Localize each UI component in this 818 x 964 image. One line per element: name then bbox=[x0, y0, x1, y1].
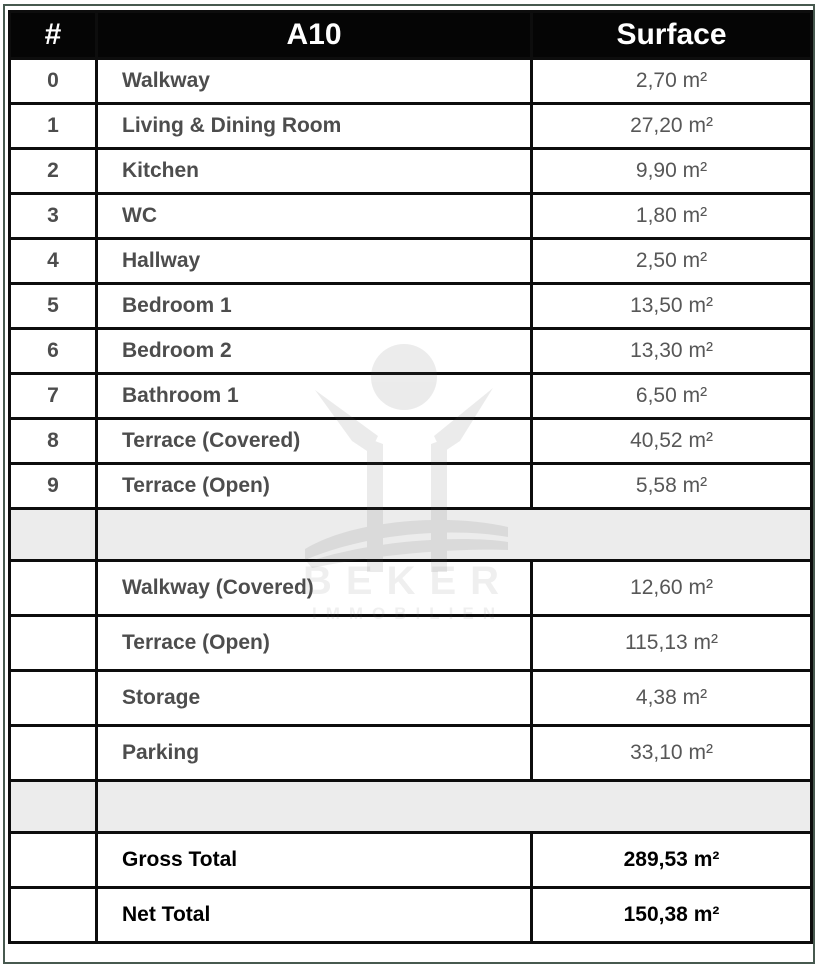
surface-value-cell: 5,58 m² bbox=[532, 464, 812, 509]
header-col-surface: Surface bbox=[532, 12, 812, 59]
room-name-cell: Terrace (Open) bbox=[97, 464, 532, 509]
surface-value-cell: 2,50 m² bbox=[532, 239, 812, 284]
row-number-cell bbox=[10, 671, 97, 726]
row-number-cell: 4 bbox=[10, 239, 97, 284]
watermark-subtitle-text: IMMOBILIEN bbox=[312, 604, 504, 623]
room-name-cell: Bathroom 1 bbox=[97, 374, 532, 419]
row-number-cell: 8 bbox=[10, 419, 97, 464]
surface-value-cell: 2,70 m² bbox=[532, 59, 812, 104]
row-number-cell bbox=[10, 509, 97, 561]
room-name-cell: Storage bbox=[97, 671, 532, 726]
surface-table bbox=[8, 10, 813, 944]
table-header-row bbox=[10, 12, 812, 59]
surface-value-cell: 6,50 m² bbox=[532, 374, 812, 419]
room-name-cell: Bedroom 2 bbox=[97, 329, 532, 374]
total-row bbox=[10, 888, 812, 943]
total-row bbox=[10, 833, 812, 888]
surface-value-cell: 1,80 m² bbox=[532, 194, 812, 239]
table-row bbox=[10, 104, 812, 149]
row-number-cell: 3 bbox=[10, 194, 97, 239]
room-name-cell: Net Total bbox=[97, 888, 532, 943]
table-row bbox=[10, 284, 812, 329]
room-name-cell: Terrace (Covered) bbox=[97, 419, 532, 464]
row-number-cell: 1 bbox=[10, 104, 97, 149]
room-name-cell: Parking bbox=[97, 726, 532, 781]
room-name-cell: WC bbox=[97, 194, 532, 239]
row-number-cell bbox=[10, 781, 97, 833]
table-row bbox=[10, 419, 812, 464]
surface-value-cell: 289,53 m² bbox=[532, 833, 812, 888]
surface-value-cell: 4,38 m² bbox=[532, 671, 812, 726]
row-number-cell: 0 bbox=[10, 59, 97, 104]
row-number-cell: 9 bbox=[10, 464, 97, 509]
room-name-cell: Living & Dining Room bbox=[97, 104, 532, 149]
surface-value-cell: 13,50 m² bbox=[532, 284, 812, 329]
room-name-cell: Walkway (Covered) bbox=[97, 561, 532, 616]
surface-value-cell: 40,52 m² bbox=[532, 419, 812, 464]
room-name-cell: Kitchen bbox=[97, 149, 532, 194]
separator-cell bbox=[97, 781, 812, 833]
table-row bbox=[10, 561, 812, 616]
room-name-cell: Hallway bbox=[97, 239, 532, 284]
surface-value-cell: 33,10 m² bbox=[532, 726, 812, 781]
row-number-cell: 2 bbox=[10, 149, 97, 194]
room-name-cell: Walkway bbox=[97, 59, 532, 104]
header-col-unit: A10 bbox=[97, 12, 532, 59]
row-number-cell bbox=[10, 561, 97, 616]
table-row bbox=[10, 329, 812, 374]
table-row bbox=[10, 616, 812, 671]
separator-cell bbox=[97, 509, 812, 561]
row-number-cell: 7 bbox=[10, 374, 97, 419]
table-row bbox=[10, 726, 812, 781]
row-number-cell bbox=[10, 833, 97, 888]
room-name-cell: Terrace (Open) bbox=[97, 616, 532, 671]
surface-value-cell: 13,30 m² bbox=[532, 329, 812, 374]
row-number-cell bbox=[10, 726, 97, 781]
watermark-brand-text: BEKER bbox=[302, 559, 514, 603]
surface-value-cell: 12,60 m² bbox=[532, 561, 812, 616]
table-body bbox=[10, 59, 812, 943]
row-number-cell: 6 bbox=[10, 329, 97, 374]
header-col-number: # bbox=[10, 12, 97, 59]
room-name-cell: Gross Total bbox=[97, 833, 532, 888]
separator-row bbox=[10, 509, 812, 561]
table-row bbox=[10, 59, 812, 104]
row-number-cell bbox=[10, 888, 97, 943]
separator-row bbox=[10, 781, 812, 833]
room-name-cell: Bedroom 1 bbox=[97, 284, 532, 329]
surface-value-cell: 9,90 m² bbox=[532, 149, 812, 194]
surface-value-cell: 115,13 m² bbox=[532, 616, 812, 671]
surface-value-cell: 27,20 m² bbox=[532, 104, 812, 149]
surface-value-cell: 150,38 m² bbox=[532, 888, 812, 943]
table-row bbox=[10, 671, 812, 726]
table-row bbox=[10, 194, 812, 239]
table-row bbox=[10, 239, 812, 284]
table-row bbox=[10, 374, 812, 419]
row-number-cell: 5 bbox=[10, 284, 97, 329]
table-row bbox=[10, 464, 812, 509]
table-row bbox=[10, 149, 812, 194]
row-number-cell bbox=[10, 616, 97, 671]
